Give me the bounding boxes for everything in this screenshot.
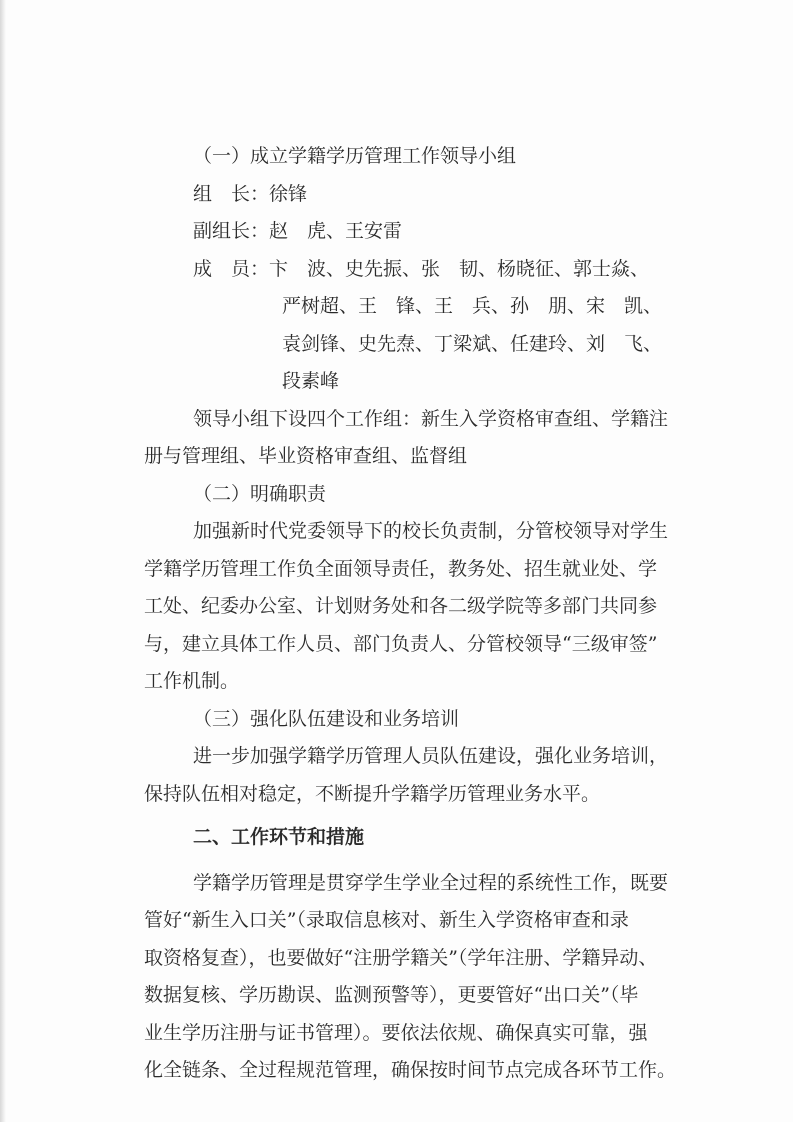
- members-line-1: 成 员：卞 波、史先振、张 韧、杨晓征、郭士焱、: [193, 257, 650, 280]
- part2-line-6: 化全链条、全过程规范管理，确保按时间节点完成各环节工作。: [144, 1059, 677, 1081]
- part2-line-2: 管好“新生入口关”（录取信息核对、新生入学资格审查和录: [144, 909, 629, 931]
- deputy-line: 副组长：赵 虎、王安雷: [193, 220, 403, 242]
- section2-line-1: 加强新时代党委领导下的校长负责制，分管校领导对学生: [193, 520, 669, 542]
- part2-line-1: 学籍学历管理是贯穿学生学业全过程的系统性工作，既要: [193, 871, 669, 894]
- members-line-2: 严树超、王 锋、王 兵、孙 朋、宋 凯、: [282, 295, 663, 317]
- section3-title: （三）强化队伍建设和业务培训: [193, 707, 460, 730]
- leader-line: 组 长：徐锋: [193, 182, 308, 205]
- section1-title: （一）成立学籍学历管理工作领导小组: [193, 145, 517, 167]
- section2-title: （二）明确职责: [193, 482, 327, 505]
- part2-line-5: 业生学历注册与证书管理）。要依法依规、确保真实可靠，强: [144, 1021, 648, 1044]
- members-line-4: 段素峰: [282, 370, 340, 392]
- section2-line-5: 工作机制。: [144, 670, 240, 692]
- document-body: [144, 138, 718, 1090]
- members-line-3: 袁剑锋、史先焘、丁梁斌、任建玲、刘 飞、: [282, 332, 663, 355]
- section3-line-2: 保持队伍相对稳定，不断提升学籍学历管理业务水平。: [144, 782, 601, 805]
- part2-heading: 二、工作环节和措施: [193, 826, 365, 848]
- section2-line-3: 工处、纪委办公室、计划财务处和各二级学院等多部门共同参: [144, 595, 658, 617]
- groups-line-2: 册与管理组、毕业资格审查组、监督组: [144, 445, 468, 467]
- part2-line-4: 数据复核、学历勘误、监测预警等），更要管好“出口关”（毕: [144, 984, 639, 1006]
- section2-line-2: 学籍学历管理工作负全面领导责任，教务处、招生就业处、学: [144, 557, 658, 580]
- section3-line-1: 进一步加强学籍学历管理人员队伍建设，强化业务培训，: [193, 745, 669, 767]
- section2-line-4: 与，建立具体工作人员、部门负责人、分管校领导“三级审签”: [144, 632, 658, 655]
- part2-line-3: 取资格复查），也要做好“注册学籍关”（学年注册、学籍异动、: [144, 946, 658, 969]
- groups-line-1: 领导小组下设四个工作组：新生入学资格审查组、学籍注: [193, 407, 669, 430]
- page-edge-shadow: [0, 0, 6, 1122]
